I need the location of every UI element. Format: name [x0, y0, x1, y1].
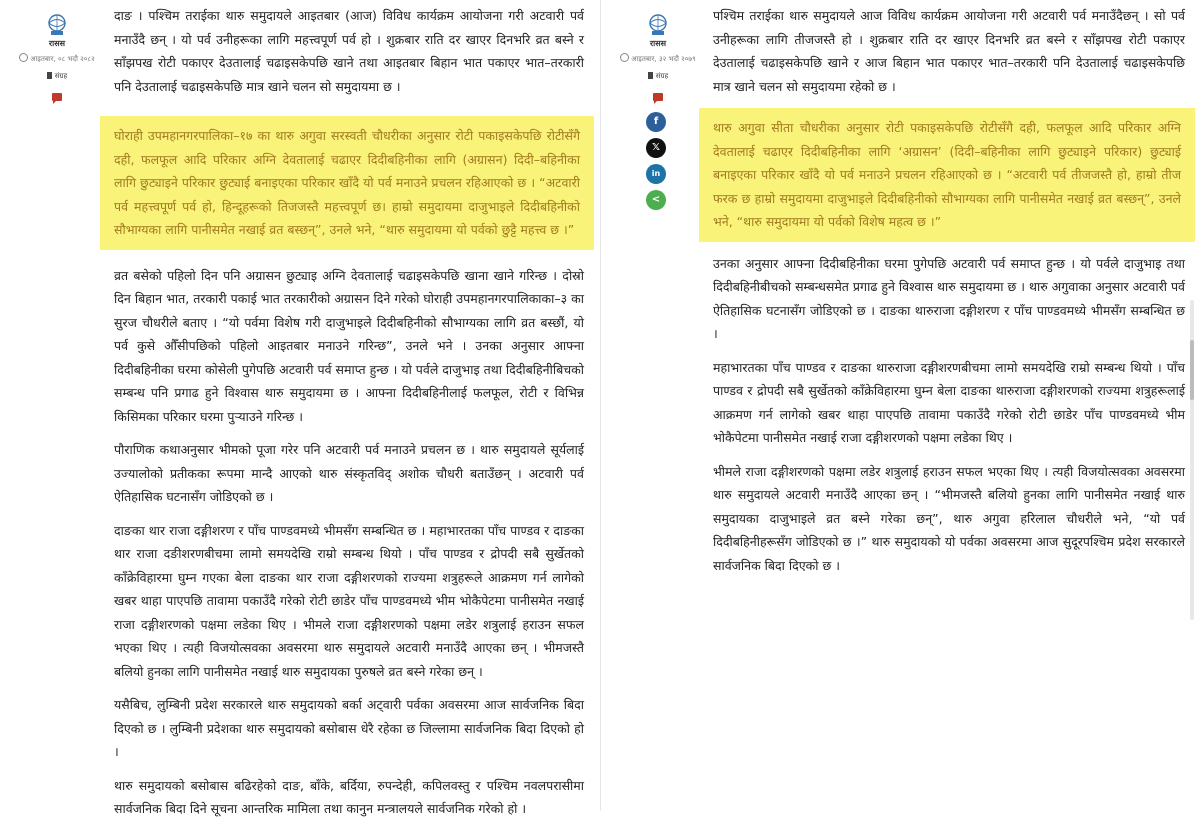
publish-date-text: आइतबार, ०८ भदौ २०८२	[30, 55, 95, 63]
right-meta-column	[619, 6, 697, 101]
publish-date	[619, 53, 697, 64]
highlighted-paragraph: घोराही उपमहानगरपालिका–१७ का थारु अगुवा सरस्वती चौधरीका अनुसार रोटी पकाइसकेपछि रोटीसँगै दही, फलफूल आदि परिकार अग्नि देवतालाई चढाएर दिदीबहिनीका लागि (अग्रासन) दिदी–बहिनीका लागि छुट्याइने परिकार छुट्याई बनाइएका परिकार खाँदै यो पर्व मनाउने प्रचलन रहिआएको छ । “अटवारी पर्व महत्त्वपूर्ण पर्व हो, हिन्दूहरूको तिजजस्तै महत्त्वपूर्ण छ। हाम्रो समुदायमा दाजुभाइले दिदीबहिनीको सौभाग्यका लागि पानीसमेत नखाई व्रत बस्छन्”, उनले भने, “थारु समुदायमा यो पर्वको छुट्टै महत्त्व छ ।”	[100, 116, 594, 250]
publish-date-text: आइतबार, ३२ भदौ २०७९	[631, 55, 696, 63]
clock-icon	[620, 53, 629, 62]
category-tag[interactable]	[619, 72, 697, 81]
article-paragraph: दाङ । पश्चिम तराईका थारु समुदायले आइतबार (आज) विविध कार्यक्रम आयोजना गरी अटवारी पर्व मनाउँदै छन् । यो पर्व उनीहरूका लागि महत्त्वपूर्ण पर्व हो । शुक्रबार राति दर खाएर दिनभरि व्रत बस्ने र साँझपख रोटी पकाएर देउतालाई चढाइसकेपछि खाने तथा आइतबार बिहान भात पकाएर भात–तरकारी पनि देउतालाई चढाइसकेपछि मात्र खाने चलन सो समुदायमा छ ।	[114, 8, 584, 94]
article-paragraph: दाङका थार राजा दङ्गीशरण र पाँच पाण्डवमध्ये भीमसँग सम्बन्धित छ । महाभारतका पाँच पाण्डव र दाङका थार राजा दङीशरणबीचमा लामो समयदेखि राम्रो सम्बन्ध थियो । पाँच पाण्डव र द्रोपदी सबै सुर्खेतको काँक्रेविहारमा घुम्न गएका बेला दाङका थार राजा दङ्गीशरणको राज्यमा शत्रुहरूले आक्रमण गर्न लागेको खबर थाहा पाएपछि तावामा पकाउँदै गरेको रोटी छाडेर पाँच पाण्डवमध्ये भीम भोकैपेटमा पानीसमेत नखाई राजा दङ्गीशरणको पक्षमा लडेका थिए । भीमले राजा दङ्गीशरणको पक्षमा लडेर शत्रुलाई हराउन सफल भएका थिए । त्यही विजयोत्सवका अवसरमा थारु समुदायले अटवारी मनाउँदै आएका छन् । भीमजस्तै बलियो हुनका लागि पानीसमेत नखाई थारु समुदायका पुरुषले व्रत बस्ने गरेका छन् ।	[114, 522, 584, 679]
facebook-share-icon[interactable]: f	[646, 112, 666, 132]
rss-logo-icon	[644, 14, 672, 36]
left-article-body	[114, 4, 584, 831]
category-tag-text: संग्रह	[655, 72, 669, 80]
scrollbar[interactable]	[1190, 300, 1194, 620]
scrollbar-thumb[interactable]	[1190, 340, 1194, 400]
clock-icon	[19, 53, 28, 62]
article-paragraph: पश्चिम तराईका थारु समुदायले आज विविध कार्यक्रम आयोजना गरी अटवारी पर्व मनाउँदैछन् । सो पर्व उनीहरूका लागि तीजजस्तै हो । शुक्रबार राति दर खाएर दिनभरि व्रत बस्ने र साँझपख रोटी पकाएर देउतालाई चढाइसकेपछि खाने र आज बिहान भात पकाएर भात–तरकारी पनि देउतालाई चढाइसकेपछि मात्र खाने चलन सो समुदायमा रहेको छ ।	[713, 8, 1185, 94]
left-meta-column	[18, 6, 96, 101]
right-article-body	[713, 4, 1185, 587]
article-paragraph: महाभारतका पाँच पाण्डव र दाङका थारुराजा दङ्गीशरणबीचमा लामो समयदेखि राम्रो सम्बन्ध थियो । पाँच पाण्डव र द्रोपदी सबै सुर्खेतको काँक्रेविहारमा घुम्न बेला दाङका थारुराजा दङ्गीशरणको राज्यमा शत्रुहरूलाई आक्रमण गर्न लागेको खबर थाहा पाएपछि तावामा पकाउँदै गरेको रोटी छाडेर पाँच पाण्डवमध्ये भीम भोकैपेटमा पानीसमेत नखाई राजा दङ्गीशरणको पक्षमा लडेका थिए ।	[713, 359, 1185, 445]
bookmark-icon	[648, 72, 653, 79]
category-tag-text: संग्रह	[54, 72, 68, 80]
publish-date	[18, 53, 96, 64]
linkedin-share-icon[interactable]: in	[646, 164, 666, 184]
rss-logo-icon	[43, 14, 71, 36]
article-paragraph: व्रत बसेको पहिलो दिन पनि अग्रासन छुट्याइ अग्नि देवतालाई चढाइसकेपछि खाना खाने गरिन्छ । दोस्रो दिन बिहान भात, तरकारी पकाई भात तरकारीको अग्रासन दिने गरेको घोराही उपमहानगरपालिकाका–३ का सुरज चौधरीले बताए । “यो पर्वमा विशेष गरी दाजुभाइले दिदीबहिनीको सौभाग्यका लागि व्रत बस्छौं, यो पर्व कुसे औँसीपछिको पहिलो आइतबार मनाउने गरिन्छ”, उनले भने । उनका अनुसार आफ्ना दिदीबहिनीका घरमा कोसेली पुगेपछि अटवारी पर्व समाप्त हुन्छ । यो पर्वले दाजुभाइ तथा दिदीबहिनीबिचको सम्बन्ध पनि प्रगाढ हुने विश्वास थारु समुदायमा छ । आफ्ना दिदीबहिनीलाई फलफूल, रोटी र विभिन्न किसिमका परिकार घरमा पुर्‍याउने गरिन्छ ।	[114, 267, 584, 424]
x-share-icon[interactable]: 𝕏	[646, 138, 666, 158]
article-paragraph: उनका अनुसार आफ्ना दिदीबहिनीका घरमा पुगेपछि अटवारी पर्व समाप्त हुन्छ । यो पर्वले दाजुभाइ तथा दिदीबहिनीबीचको सम्बन्धसमेत प्रगाढ हुने विश्वास थारु समुदायमा छ । थारु अगुवाका अनुसार अटवारी पर्व ऐतिहासिक घटनासँग जोडिएको छ । दाङका थारुराजा दङ्गीशरण र पाँच पाण्डवमध्ये भीमसँग सम्बन्धित छ ।	[713, 255, 1185, 341]
left-article-panel	[0, 0, 600, 816]
right-article-panel	[601, 0, 1200, 811]
article-paragraph: पौराणिक कथाअनुसार भीमको पूजा गरेर पनि अटवारी पर्व मनाउने प्रचलन छ । थारु समुदायले सूर्यलाई उज्यालोको प्रतीकका रूपमा मान्दै आएको थारु संस्कृतविद् अशोक चौधरी बताउँछन् । अटवारी पर्व ऐतिहासिक घटनासँग जोडिएको छ ।	[114, 442, 584, 504]
source-name: रासस	[48, 39, 66, 48]
source-name: रासस	[649, 39, 667, 48]
share-icon[interactable]: <	[646, 190, 666, 210]
comment-icon[interactable]	[653, 93, 663, 101]
comment-icon[interactable]	[52, 93, 62, 101]
article-paragraph: थारु समुदायको बसोबास बढिरहेको दाङ, बाँके, बर्दिया, रुपन्देही, कपिलवस्तु र पश्चिम नवलपरासीमा सार्वजनिक बिदा दिने सूचना आन्तरिक मामिला तथा कानुन मन्त्रालयले सार्वजनिक गरेको हो ।	[114, 777, 584, 816]
category-tag[interactable]	[18, 72, 96, 81]
article-paragraph: यसैबिच, लुम्बिनी प्रदेश सरकारले थारु समुदायको बर्का अट्वारी पर्वका अवसरमा आज सार्वजनिक बिदा दिएको छ । लुम्बिनी प्रदेशका थारु समुदायको बसोबास धेरै रहेका छ जिल्लामा सार्वजनिक बिदा दिएको हो ।	[114, 697, 584, 759]
share-buttons	[646, 112, 672, 216]
bookmark-icon	[47, 72, 52, 79]
article-paragraph: भीमले राजा दङ्गीशरणको पक्षमा लडेर शत्रुलाई हराउन सफल भएका थिए । त्यही विजयोत्सवका अवसरमा थारु समुदायले अटवारी मनाउँदै आएका छन् । “भीमजस्तै बलियो हुनका लागि पानीसमेत नखाई थारु समुदायका दाजुभाइले व्रत बस्ने गरेका छन्”, थारु अगुवा हरिलाल चौधरीले भने, “यो पर्व दिदीबहिनीहरूसँग जोडिएको छ ।” थारु समुदायको यो पर्वका अवसरमा आज सुदूरपश्चिम प्रदेश सरकारले सार्वजनिक बिदा दिएको छ ।	[713, 463, 1185, 573]
highlighted-paragraph: थारु अगुवा सीता चौधरीका अनुसार रोटी पकाइसकेपछि रोटीसँगै दही, फलफूल आदि परिकार अग्नि देवतालाई चढाएर दिदीबहिनीका लागि ‘अग्रासन’ (दिदी–बहिनीका लागि छुट्याइने परिकार) छुट्याई बनाइएका परिकार खाँदै यो पर्व मनाउने प्रचलन रहिआएको छ । “अटवारी पर्व तीजजस्तै हो, हाम्रो तीज फरक छ हाम्रो समुदायमा दाजुभाइले दिदीबहिनीको सौभाग्यका लागि पानीसमेत नखाई व्रत बस्छन्”, उनले भने, “थारु समुदायमा यो पर्वको विशेष महत्व छ ।”	[699, 108, 1195, 242]
